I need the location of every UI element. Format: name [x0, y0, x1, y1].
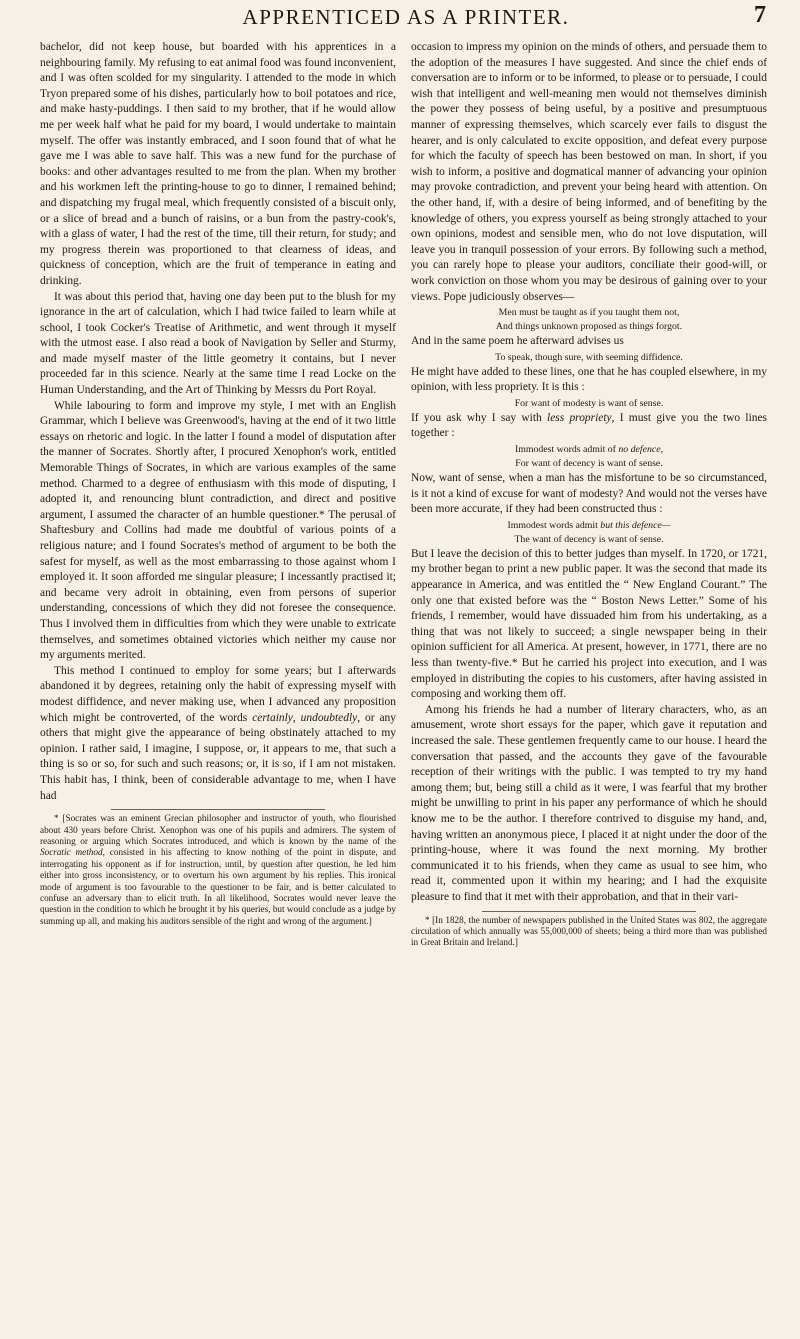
text-run: If you ask why I say with — [411, 411, 548, 424]
italic-text: but this defence— — [600, 519, 671, 531]
verse-line: And things unknown proposed as things forgot. — [495, 321, 683, 333]
verse-line: The want of decency is want of sense. — [514, 533, 664, 545]
text-run: , I must give you the two lines together : — [411, 411, 767, 440]
text-run: * [Socrates was an eminent Grecian philosopher and instructor of youth, who flourished about 430 years before Christ. Xenophon was one of his pupils and admirers. The system of reasoning or arguing which Socrates introduced, and which is known by the name of the — [40, 813, 396, 846]
text-run: , — [660, 444, 664, 456]
paragraph: But I leave the decision of this to better judges than myself. In 1720, or 1721, my brother began to print a new public paper. It was the second that made its appearance in America, and was entitled the “ New England Courant.” The only one that existed before was the “ Boston News Letter.” Some of his friends, I remember, would have dissuaded him from his undertaking, as a thing that was not likely to succeed; a single newspaper being in their opinion sufficient for all America. At present, however, in 1771, there are no less than twenty-five.* But he carried his project into execution, and I was employed in distributing the copies to his customers, after having assisted in composing and working them off. — [411, 547, 767, 701]
text-run: , consisted in his affecting to know nothing of the point in dispute, and interrogating his opponent as if for instruction, until, by question after question, he led him either into gross inconsistency, or to overturn his own argument by his replies. This ironical mode of argument is too favourable to the questioner to be fair, and is better calculated to confuse an adversary than to elicit truth. In all likelihood, Socrates would never leave the question in the condition to which he brought it by his queries, but would conclude as a judge by summing up all, and making his auditors sensible of the right and wrong of the argument.] — [40, 847, 396, 926]
italic-text: certainly — [252, 711, 293, 724]
right-column — [411, 40, 767, 1330]
text-run: This method I continued to employ for some years; but I afterwards abandoned it by degrees, retaining only the habit of expressing myself with modest diffidence, and never making use, when I advanced any proposition which might be controverted, of the words — [40, 664, 396, 724]
paragraph: bachelor, did not keep house, but boarded with his apprentices in a neighbouring family. My refusing to eat animal food was found inconvenient, and I was often scolded for my singularity. I attended to the mode in which Tryon prepared some of his dishes, particularly how to boil potatoes and rice, and make hasty-puddings. I then said to my brother, that if he would allow me per week half what he paid for my board, I would undertake to maintain myself. The offer was instantly embraced, and I soon found that of what he gave me I was able to save half. This was a new fund for the purchase of books: and other advantages resulted to me from the plan. When my brother and his workmen left the printing-house to go to dinner, I remained behind; and dispatching my frugal meal, which frequently consisted of a biscuit only, or a slice of bread and a bunch of raisins, or a bun from the pastry-cook's, with a glass of water, I had the rest of the time, till their return, for study; and my progress therein was proportioned to that clearness of ideas, and quickness of conception, which are the fruit of temperance in eating and drinking. — [40, 41, 396, 287]
text-run: Immodest words admit — [507, 519, 601, 531]
paragraph: occasion to impress my opinion on the minds of others, and persuade them to the adoption of the measures I have suggested. And since the chief ends of conversation are to inform or to be informed, to please or to persuade, I could wish that intelligent and well-meaning men would not themselves diminish the power they possess of being useful, by a positive and presumptuous manner of expressing themselves, which scarcely ever fails to disgust the hearer, and is only calculated to excite opposition, and defeat every purpose for which the faculty of speech has been bestowed on man. In short, if you wish to inform, a positive and dogmatical manner of advancing your opinion may provoke contradiction, and prevent your being heard with attention. On the other hand, if, with a desire of being informed, and of benefiting by the knowledge of others, you express yourself as being strongly attached to your own opinions, modest and sensible men, who do not love disputation, will leave you in tranquil possession of your errors. By following such a method, you can rarely hope to please your auditors, conciliate their good-will, or work conviction on those whom you may be desirous of gaining over to your views. Pope judiciously observes— — [411, 41, 767, 303]
paragraph: While labouring to form and improve my style, I met with an English Grammar, which I believe was Greenwood's, having at the end of it two little essays on rhetoric and logic. In the latter I found a model of disputation after the manner of Socrates. Shortly after, I procured Xenophon's work, entitled Memorable Things of Socrates, in which are various examples of the same method. Charmed to a degree of enthusiasm with this mode of disputing, I adopted it, and renouncing blunt contradiction, and direct and positive argument, I assumed the character of an humble questioner.* The perusal of Shaftesbury and Collins had made me doubtful of various points of a religious nature; and I found Socrates's method of argument to be both the safest for myself, as well as the most embarrassing to those against whom I employed it. It soon afforded me singular pleasure; I incessantly practised it; and became very adroit in obtaining, even from persons of superior understanding, concessions of which they did not foresee the consequence. Thus I involved them in difficulties from which they were unable to extricate themselves, and sometimes obtained victories which neither my cause nor my arguments merited. — [40, 399, 396, 662]
italic-text: undoubtedly — [300, 711, 358, 724]
paragraph: Now, want of sense, when a man has the misfortune to be so circumstanced, is it not a kind of excuse for want of modesty? And would not the verses have been more accurate, if they had been constructed thus : — [411, 472, 767, 516]
text-run: , or any others that might give the appearance of being obstinately attached to my opinion. I rather said, I imagine, I suppose, or, it appears to me, that such a thing is so or so, for such and such reasons; or, it is so, if I am not mistaken. This habit has, I think, been of considerable advantage to me, when I have had — [40, 711, 396, 802]
paragraph — [411, 411, 767, 442]
paragraph: He might have added to these lines, one that he has coupled elsewhere, in my opinion, with less propriety. It is this : — [411, 365, 767, 394]
footnote-divider — [482, 911, 696, 912]
verse-line — [411, 519, 767, 532]
verse-line: For want of decency is want of sense. — [515, 458, 663, 470]
verse-line: To speak, though sure, with seeming diffidence. — [495, 351, 683, 363]
footnote: * [In 1828, the number of newspapers published in the United States was 802, the aggregate circulation of which annually was 55,000,000 of sheets; being a third more than was published in Great Britain and Ireland.] — [411, 914, 767, 948]
paragraph — [40, 664, 396, 804]
footnote-divider — [111, 809, 325, 810]
verse-line — [411, 443, 767, 456]
italic-text: no defence — [618, 444, 661, 456]
italic-text: Socratic method — [40, 847, 103, 858]
italic-text: less propriety — [547, 411, 612, 424]
verse-line: Men must be taught as if you taught them not, — [498, 307, 680, 319]
paragraph: Among his friends he had a number of literary characters, who, as an amusement, wrote short essays for the paper, which gave it reputation and increased the sale. These gentlemen frequently came to our house. I heard the conversation that passed, and the accounts they gave of the favourable reception of their writings with the public. I was tempted to try my hand among them; but, being still a child as it were, I was fearful that my brother might be unwilling to print in his paper any performance of which he should know me to be the author. I therefore contrived to disguise my hand, and, having written an anonymous piece, I placed it at night under the door of the printing-house, where it was found the next morning. My brother communicated it to his friends, when they came as usual to see him, who read it, commented upon it within my hearing; and I had the exquisite pleasure to find that it met with their approbation, and that in their vari- — [411, 703, 767, 903]
text-run: Immodest words admit of — [514, 444, 619, 456]
paragraph: It was about this period that, having one day been put to the blush for my ignorance in the art of calculation, which I had twice failed to learn while at school, I took Cocker's Treatise of Arithmetic, and went through it myself with the utmost ease. I also read a book of Navigation by Seller and Sturmy, and made myself master of the little geometry it contains, but I never proceeded far in this science. Nearly at the same time I read Locke on the Human Understanding, and the Art of Thinking by Messrs du Port Royal. — [40, 290, 396, 397]
footnote — [40, 813, 396, 927]
running-header — [40, 2, 772, 32]
page-number: 7 — [754, 2, 766, 28]
paragraph: And in the same poem he afterward advises us — [411, 335, 624, 348]
text-run: , — [292, 711, 301, 724]
running-title: APPRENTICED AS A PRINTER. — [242, 4, 570, 29]
verse-line: For want of modesty is want of sense. — [514, 397, 664, 409]
left-column — [40, 40, 396, 1330]
